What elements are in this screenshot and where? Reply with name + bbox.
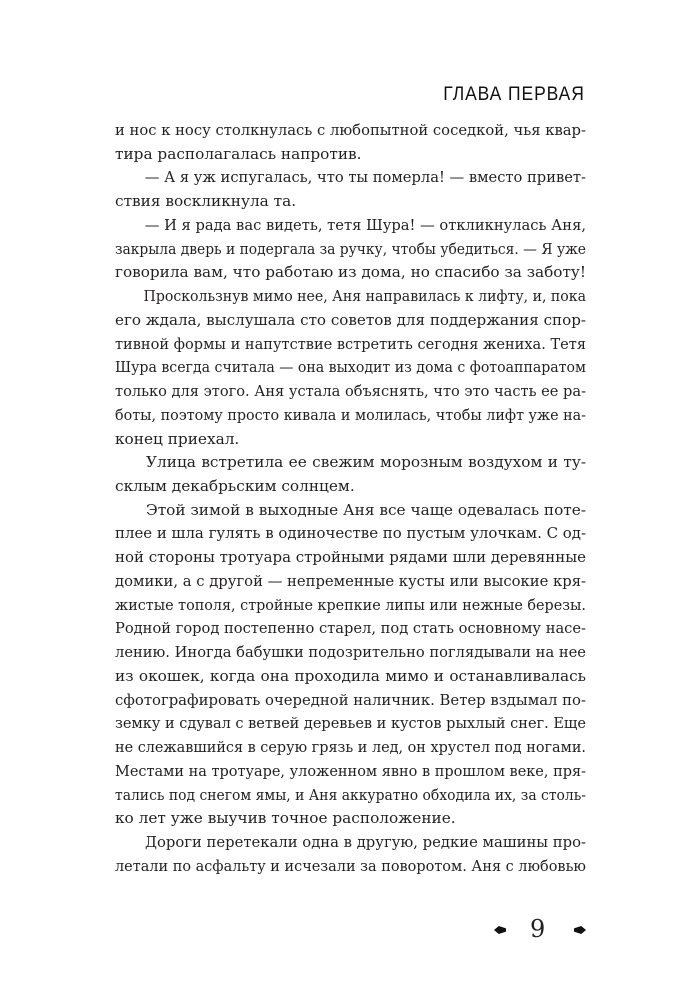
- text-line: тались под снегом ямы, и Аня аккуратно обходила их, за столь-: [115, 785, 586, 804]
- text-line: Родной город постепенно старел, под стать основному насе-: [115, 619, 586, 638]
- text-line: — А я уж испугалась, что ты померла! — вместо привет-: [144, 168, 586, 187]
- running-header-chapter-title: ГЛАВА ПЕРВАЯ: [443, 84, 585, 105]
- text-line: летали по асфальту и исчезали за поворотом. Аня с любовью: [115, 856, 586, 875]
- text-line: Улица встретила ее свежим морозным воздухом и ту-: [146, 453, 586, 472]
- text-line: жистые тополя, стройные крепкие липы или нежные березы.: [115, 595, 586, 614]
- text-line: Дороги перетекали одна в другую, редкие машины про-: [144, 833, 587, 852]
- text-line: лению. Иногда бабушки подозрительно поглядывали на нее: [115, 643, 586, 662]
- text-line: тивной формы и напутствие встретить сегодня жениха. Тетя: [115, 334, 586, 353]
- text-line: закрыла дверь и подергала за ручку, чтобы убедиться. — Я уже: [115, 239, 586, 258]
- text-line: Этой зимой в выходные Аня все чаще одевалась поте-: [146, 500, 586, 519]
- text-line: ной стороны тротуара стройными рядами шли деревянные: [115, 548, 586, 567]
- text-line: — И я рада вас видеть, тетя Шура! — откликнулась Аня,: [144, 215, 586, 234]
- ornament-left-icon: [494, 926, 506, 934]
- page-folio: [494, 915, 586, 945]
- text-line: тира располагалась напротив.: [115, 144, 362, 163]
- text-line: боты, поэтому просто кивала и молилась, чтобы лифт уже на-: [115, 405, 586, 424]
- text-line: ствия воскликнула та.: [115, 192, 297, 211]
- text-line: ко лет уже выучив точное расположение.: [115, 809, 456, 828]
- text-line: говорила вам, что работаю из дома, но спасибо за заботу!: [115, 263, 586, 282]
- text-line: сфотографировать очередной наличник. Ветер вздымал по-: [115, 690, 586, 709]
- text-line: Местами на тротуаре, уложенном явно в прошлом веке, пря-: [115, 761, 586, 780]
- body-text: [115, 119, 586, 879]
- text-line: плее и шла гулять в одиночестве по пустым улочкам. С од-: [115, 524, 586, 543]
- text-line: земку и сдувал с ветвей деревьев и кустов рыхлый снег. Еще: [115, 714, 586, 733]
- text-line: только для этого. Аня устала объяснять, что это часть ее ра-: [115, 382, 586, 401]
- text-line: Шура всегда считала — она выходит из дома с фотоаппаратом: [115, 358, 586, 377]
- text-line: его ждала, выслушала сто советов для поддержания спор-: [115, 310, 586, 329]
- text-line: домики, а с другой — непременные кусты или высокие кря-: [115, 571, 586, 590]
- text-line: склым декабрьским солнцем.: [115, 477, 355, 496]
- text-line: Проскользнув мимо нее, Аня направилась к лифту, и, пока: [143, 287, 586, 306]
- page-number: 9: [530, 915, 546, 943]
- ornament-right-icon: [574, 926, 586, 934]
- text-line: из окошек, когда она проходила мимо и останавливалась: [115, 666, 586, 685]
- text-line: конец приехал.: [115, 429, 240, 448]
- text-line: не слежавшийся в серую грязь и лед, он хрустел под ногами.: [115, 738, 586, 757]
- text-line: и нос к носу столкнулась с любопытной соседкой, чья квар-: [115, 121, 586, 139]
